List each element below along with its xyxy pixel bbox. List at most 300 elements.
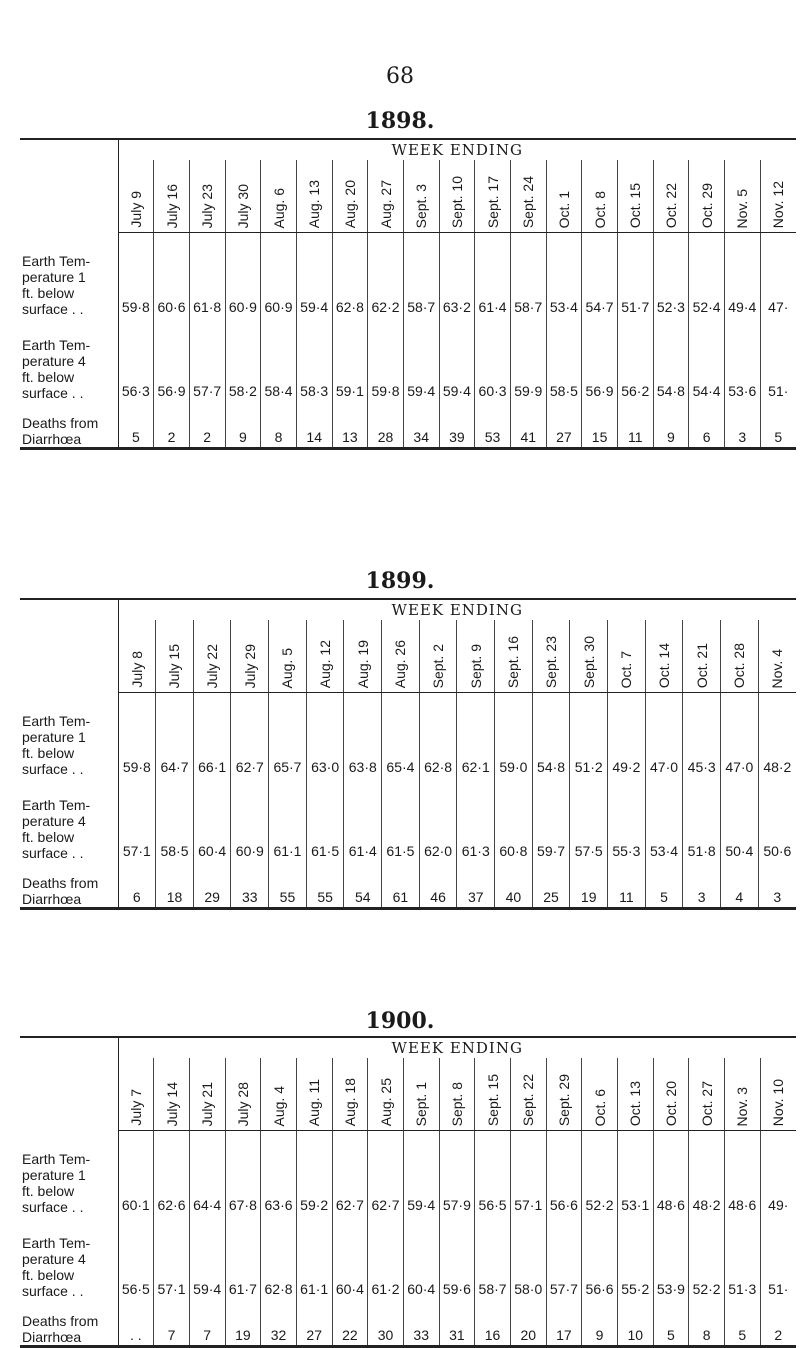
table-cell: 48·2 bbox=[689, 1131, 725, 1215]
week-date-header bbox=[439, 1058, 475, 1131]
table-cell: 19 bbox=[570, 861, 608, 909]
week-date-label: Nov. 4 bbox=[769, 648, 786, 688]
week-date-label: Nov. 3 bbox=[734, 1086, 751, 1126]
table-cell: 53·4 bbox=[645, 777, 683, 861]
table-cell: 3 bbox=[758, 861, 796, 909]
table-cell: 39 bbox=[439, 401, 475, 449]
table-cell: . . bbox=[118, 1299, 154, 1347]
table-cell: 19 bbox=[225, 1299, 261, 1347]
table-cell: 58·5 bbox=[156, 777, 194, 861]
week-date-header bbox=[332, 1058, 368, 1131]
table-cell: 56·3 bbox=[118, 317, 154, 401]
week-date-header bbox=[760, 160, 796, 233]
table-cell: 56·6 bbox=[582, 1215, 618, 1299]
table-cell: 63·2 bbox=[439, 233, 475, 317]
week-date-header bbox=[189, 1058, 225, 1131]
week-date-label: Sept. 30 bbox=[580, 635, 597, 688]
week-date-header bbox=[617, 1058, 653, 1131]
table-cell: 59·4 bbox=[189, 1215, 225, 1299]
week-date-header bbox=[189, 160, 225, 233]
row-label: Earth Tem- perature 4 ft. below surface . . bbox=[20, 1215, 118, 1299]
table-cell: 58·5 bbox=[546, 317, 582, 401]
year-heading-1898: 1898. bbox=[365, 108, 435, 134]
week-date-header bbox=[617, 160, 653, 233]
week-date-header bbox=[382, 620, 420, 693]
table-cell: 61 bbox=[382, 861, 420, 909]
table-cell: 56·9 bbox=[582, 317, 618, 401]
row-label: Earth Tem- perature 1 ft. below surface . . bbox=[20, 1131, 118, 1215]
week-date-label: July 28 bbox=[234, 1081, 251, 1126]
table-cell: 66·1 bbox=[193, 693, 231, 777]
table-cell: 59·4 bbox=[296, 233, 332, 317]
table-cell: 62·8 bbox=[332, 233, 368, 317]
week-date-header bbox=[344, 620, 382, 693]
week-date-label: Sept. 23 bbox=[543, 635, 560, 688]
table-cell: 59·8 bbox=[118, 693, 156, 777]
week-date-header bbox=[368, 160, 404, 233]
header-corner bbox=[20, 599, 118, 693]
table-cell: 63·8 bbox=[344, 693, 382, 777]
table-cell: 61·1 bbox=[296, 1215, 332, 1299]
week-date-header bbox=[608, 620, 646, 693]
table-cell: 52·3 bbox=[653, 233, 689, 317]
table-cell: 57·5 bbox=[570, 777, 608, 861]
table-cell: 60·8 bbox=[495, 777, 533, 861]
week-date-label: Sept. 8 bbox=[448, 1081, 465, 1126]
weekly-statistics-table bbox=[20, 598, 796, 910]
week-date-label: Oct. 6 bbox=[591, 1088, 608, 1126]
week-date-label: Oct. 22 bbox=[662, 182, 679, 228]
week-date-header bbox=[154, 160, 190, 233]
week-date-label: Oct. 29 bbox=[698, 182, 715, 228]
table-block-1900 bbox=[20, 1036, 796, 1348]
table-cell: 60·9 bbox=[261, 233, 297, 317]
week-date-header bbox=[261, 160, 297, 233]
week-date-label: July 16 bbox=[163, 183, 180, 228]
table-cell: 53·1 bbox=[617, 1131, 653, 1215]
week-date-header bbox=[582, 160, 618, 233]
table-cell: 5 bbox=[653, 1299, 689, 1347]
table-cell: 57·1 bbox=[118, 777, 156, 861]
table-cell: 33 bbox=[231, 861, 269, 909]
table-cell: 49·4 bbox=[724, 233, 760, 317]
week-date-label: July 14 bbox=[163, 1081, 180, 1126]
table-cell: 18 bbox=[156, 861, 194, 909]
page-number: 68 bbox=[386, 64, 414, 89]
table-cell: 9 bbox=[582, 1299, 618, 1347]
table-cell: 60·1 bbox=[118, 1131, 154, 1215]
week-date-header bbox=[721, 620, 759, 693]
week-date-label: July 21 bbox=[199, 1081, 216, 1126]
table-cell: 40 bbox=[495, 861, 533, 909]
week-date-header bbox=[475, 1058, 511, 1131]
table-cell: 58·0 bbox=[510, 1215, 546, 1299]
week-date-header bbox=[510, 160, 546, 233]
table-cell: 55·2 bbox=[617, 1215, 653, 1299]
table-cell: 2 bbox=[189, 401, 225, 449]
week-date-label: Sept. 24 bbox=[520, 175, 537, 228]
table-cell: 5 bbox=[645, 861, 683, 909]
week-date-label: Aug. 5 bbox=[279, 647, 296, 688]
table-cell: 62·7 bbox=[231, 693, 269, 777]
table-cell: 10 bbox=[617, 1299, 653, 1347]
table-cell: 62·1 bbox=[457, 693, 495, 777]
week-date-label: Sept. 9 bbox=[467, 643, 484, 688]
table-cell: 64·4 bbox=[189, 1131, 225, 1215]
table-cell: 62·6 bbox=[154, 1131, 190, 1215]
table-cell: 32 bbox=[261, 1299, 297, 1347]
table-cell: 9 bbox=[225, 401, 261, 449]
week-date-header bbox=[118, 620, 156, 693]
table-cell: 62·8 bbox=[261, 1215, 297, 1299]
table-cell: 51·8 bbox=[683, 777, 721, 861]
row-label: Earth Tem- perature 4 ft. below surface . . bbox=[20, 317, 118, 401]
week-date-header bbox=[760, 1058, 796, 1131]
week-date-header bbox=[689, 160, 725, 233]
table-cell: 56·2 bbox=[617, 317, 653, 401]
week-date-label: Oct. 13 bbox=[627, 1080, 644, 1126]
table-cell: 62·8 bbox=[419, 693, 457, 777]
table-cell: 62·7 bbox=[368, 1131, 404, 1215]
table-cell: 59·8 bbox=[118, 233, 154, 317]
table-row bbox=[20, 401, 796, 449]
week-date-label: Oct. 21 bbox=[693, 642, 710, 688]
week-date-header bbox=[495, 620, 533, 693]
row-label: Earth Tem- perature 1 ft. below surface . . bbox=[20, 693, 118, 777]
week-date-label: Nov. 5 bbox=[734, 188, 751, 228]
table-cell: 60·4 bbox=[332, 1215, 368, 1299]
table-cell: 47·0 bbox=[645, 693, 683, 777]
week-date-label: Sept. 16 bbox=[505, 635, 522, 688]
week-date-label: July 22 bbox=[204, 643, 221, 688]
week-date-label: Oct. 15 bbox=[627, 182, 644, 228]
table-cell: 61·8 bbox=[189, 233, 225, 317]
table-cell: 11 bbox=[617, 401, 653, 449]
week-date-header bbox=[118, 1058, 154, 1131]
table-cell: 7 bbox=[189, 1299, 225, 1347]
table-cell: 51·3 bbox=[724, 1215, 760, 1299]
week-date-header bbox=[510, 1058, 546, 1131]
table-cell: 3 bbox=[683, 861, 721, 909]
table-cell: 51· bbox=[760, 1215, 796, 1299]
row-label: Deaths from Diarrhœa bbox=[20, 861, 118, 909]
week-ending-caption: WEEK ENDING bbox=[391, 601, 523, 619]
table-block-1899 bbox=[20, 598, 796, 910]
week-date-header bbox=[689, 1058, 725, 1131]
week-date-header bbox=[296, 1058, 332, 1131]
table-cell: 65·7 bbox=[269, 693, 307, 777]
table-cell: 8 bbox=[689, 1299, 725, 1347]
week-date-header bbox=[532, 620, 570, 693]
week-date-label: July 15 bbox=[166, 643, 183, 688]
table-cell: 57·1 bbox=[154, 1215, 190, 1299]
week-date-header bbox=[118, 160, 154, 233]
week-date-header bbox=[570, 620, 608, 693]
header-corner bbox=[20, 1037, 118, 1131]
week-date-header bbox=[546, 1058, 582, 1131]
week-date-label: Nov. 12 bbox=[770, 180, 787, 228]
table-cell: 31 bbox=[439, 1299, 475, 1347]
table-cell: 63·6 bbox=[261, 1131, 297, 1215]
table-cell: 52·2 bbox=[689, 1215, 725, 1299]
table-cell: 57·1 bbox=[510, 1131, 546, 1215]
weekly-statistics-table bbox=[20, 138, 796, 450]
table-cell: 62·7 bbox=[332, 1131, 368, 1215]
week-date-header bbox=[419, 620, 457, 693]
week-date-label: Aug. 19 bbox=[354, 639, 371, 688]
table-cell: 20 bbox=[510, 1299, 546, 1347]
table-cell: 67·8 bbox=[225, 1131, 261, 1215]
table-cell: 60·4 bbox=[403, 1215, 439, 1299]
week-date-label: Aug. 13 bbox=[306, 179, 323, 228]
table-cell: 45·3 bbox=[683, 693, 721, 777]
table-cell: 30 bbox=[368, 1299, 404, 1347]
table-cell: 56·6 bbox=[546, 1131, 582, 1215]
week-date-label: Sept. 10 bbox=[448, 175, 465, 228]
table-cell: 58·3 bbox=[296, 317, 332, 401]
table-cell: 63·0 bbox=[306, 693, 344, 777]
table-cell: 58·2 bbox=[225, 317, 261, 401]
table-cell: 55·3 bbox=[608, 777, 646, 861]
table-cell: 6 bbox=[689, 401, 725, 449]
table-cell: 16 bbox=[475, 1299, 511, 1347]
table-cell: 54 bbox=[344, 861, 382, 909]
week-date-label: Aug. 18 bbox=[341, 1077, 358, 1126]
table-cell: 59·9 bbox=[510, 317, 546, 401]
table-cell: 49·2 bbox=[608, 693, 646, 777]
week-date-header bbox=[683, 620, 721, 693]
week-date-header bbox=[269, 620, 307, 693]
week-date-header bbox=[306, 620, 344, 693]
table-cell: 27 bbox=[296, 1299, 332, 1347]
week-date-header bbox=[231, 620, 269, 693]
table-cell: 14 bbox=[296, 401, 332, 449]
table-cell: 27 bbox=[546, 401, 582, 449]
table-cell: 57·9 bbox=[439, 1131, 475, 1215]
week-date-header bbox=[457, 620, 495, 693]
week-date-header bbox=[368, 1058, 404, 1131]
week-date-label: July 8 bbox=[128, 651, 145, 688]
week-date-header bbox=[261, 1058, 297, 1131]
week-date-label: July 29 bbox=[241, 643, 258, 688]
table-cell: 61·3 bbox=[457, 777, 495, 861]
year-heading-1899: 1899. bbox=[365, 568, 435, 594]
week-date-header bbox=[403, 1058, 439, 1131]
table-cell: 65·4 bbox=[382, 693, 420, 777]
table-cell: 47· bbox=[760, 233, 796, 317]
week-date-label: July 9 bbox=[127, 191, 144, 228]
table-cell: 37 bbox=[457, 861, 495, 909]
week-date-label: Sept. 1 bbox=[413, 1081, 430, 1126]
table-cell: 29 bbox=[193, 861, 231, 909]
week-date-label: Oct. 8 bbox=[591, 190, 608, 228]
week-date-label: Oct. 20 bbox=[662, 1080, 679, 1126]
table-block-1898 bbox=[20, 138, 796, 450]
table-cell: 60·3 bbox=[475, 317, 511, 401]
table-cell: 7 bbox=[154, 1299, 190, 1347]
week-date-label: Sept. 3 bbox=[413, 183, 430, 228]
week-date-label: Nov. 10 bbox=[770, 1078, 787, 1126]
table-cell: 59·4 bbox=[403, 317, 439, 401]
week-date-header bbox=[403, 160, 439, 233]
week-date-header bbox=[653, 1058, 689, 1131]
table-cell: 59·7 bbox=[532, 777, 570, 861]
table-cell: 13 bbox=[332, 401, 368, 449]
table-row bbox=[20, 1131, 796, 1215]
table-cell: 52·4 bbox=[689, 233, 725, 317]
week-ending-caption: WEEK ENDING bbox=[391, 1039, 523, 1057]
week-date-label: Sept. 29 bbox=[555, 1073, 572, 1126]
table-cell: 17 bbox=[546, 1299, 582, 1347]
table-cell: 58·7 bbox=[510, 233, 546, 317]
table-cell: 51· bbox=[760, 317, 796, 401]
table-row bbox=[20, 777, 796, 861]
table-cell: 59·6 bbox=[439, 1215, 475, 1299]
table-cell: 59·0 bbox=[495, 693, 533, 777]
week-date-header bbox=[758, 620, 796, 693]
table-cell: 53·9 bbox=[653, 1215, 689, 1299]
table-cell: 28 bbox=[368, 401, 404, 449]
week-date-header bbox=[439, 160, 475, 233]
table-cell: 59·1 bbox=[332, 317, 368, 401]
year-heading-1900: 1900. bbox=[365, 1008, 435, 1034]
table-cell: 53·4 bbox=[546, 233, 582, 317]
table-cell: 22 bbox=[332, 1299, 368, 1347]
week-ending-caption: WEEK ENDING bbox=[391, 141, 523, 159]
table-cell: 64·7 bbox=[156, 693, 194, 777]
table-cell: 61·5 bbox=[382, 777, 420, 861]
week-date-header bbox=[546, 160, 582, 233]
table-cell: 59·4 bbox=[439, 317, 475, 401]
table-cell: 61·5 bbox=[306, 777, 344, 861]
week-date-label: Oct. 14 bbox=[656, 642, 673, 688]
table-cell: 58·7 bbox=[475, 1215, 511, 1299]
table-cell: 8 bbox=[261, 401, 297, 449]
table-cell: 46 bbox=[419, 861, 457, 909]
table-cell: 9 bbox=[653, 401, 689, 449]
table-cell: 2 bbox=[154, 401, 190, 449]
week-date-label: Aug. 20 bbox=[341, 179, 358, 228]
table-cell: 56·5 bbox=[475, 1131, 511, 1215]
table-row bbox=[20, 317, 796, 401]
table-cell: 61·7 bbox=[225, 1215, 261, 1299]
table-cell: 58·4 bbox=[261, 317, 297, 401]
table-cell: 60·9 bbox=[225, 233, 261, 317]
week-date-label: Sept. 17 bbox=[484, 175, 501, 228]
table-cell: 60·4 bbox=[193, 777, 231, 861]
table-cell: 2 bbox=[760, 1299, 796, 1347]
table-cell: 34 bbox=[403, 401, 439, 449]
table-cell: 3 bbox=[724, 401, 760, 449]
table-cell: 6 bbox=[118, 861, 156, 909]
week-date-header bbox=[724, 1058, 760, 1131]
table-cell: 51·7 bbox=[617, 233, 653, 317]
week-date-label: Oct. 28 bbox=[731, 642, 748, 688]
week-date-label: Aug. 11 bbox=[306, 1078, 323, 1126]
week-date-header bbox=[296, 160, 332, 233]
row-label: Deaths from Diarrhœa bbox=[20, 1299, 118, 1347]
weekly-statistics-table bbox=[20, 1036, 796, 1348]
week-date-label: Aug. 4 bbox=[270, 1085, 287, 1126]
table-cell: 5 bbox=[760, 401, 796, 449]
table-cell: 56·9 bbox=[154, 317, 190, 401]
week-date-label: Aug. 26 bbox=[392, 639, 409, 688]
week-date-label: July 7 bbox=[127, 1089, 144, 1126]
table-cell: 53·6 bbox=[724, 317, 760, 401]
table-row bbox=[20, 1299, 796, 1347]
header-corner bbox=[20, 139, 118, 233]
table-cell: 50·6 bbox=[758, 777, 796, 861]
table-cell: 5 bbox=[724, 1299, 760, 1347]
week-date-header bbox=[645, 620, 683, 693]
table-cell: 58·7 bbox=[403, 233, 439, 317]
week-date-header bbox=[332, 160, 368, 233]
table-cell: 15 bbox=[582, 401, 618, 449]
week-date-label: Aug. 12 bbox=[317, 639, 334, 688]
week-date-header bbox=[582, 1058, 618, 1131]
table-cell: 62·0 bbox=[419, 777, 457, 861]
table-cell: 53 bbox=[475, 401, 511, 449]
table-cell: 48·6 bbox=[653, 1131, 689, 1215]
table-cell: 25 bbox=[532, 861, 570, 909]
table-cell: 57·7 bbox=[546, 1215, 582, 1299]
table-cell: 5 bbox=[118, 401, 154, 449]
table-cell: 54·8 bbox=[653, 317, 689, 401]
table-cell: 60·9 bbox=[231, 777, 269, 861]
table-cell: 54·7 bbox=[582, 233, 618, 317]
table-row bbox=[20, 693, 796, 777]
table-cell: 60·6 bbox=[154, 233, 190, 317]
table-cell: 62·2 bbox=[368, 233, 404, 317]
week-date-label: Sept. 2 bbox=[430, 643, 447, 688]
week-date-label: July 30 bbox=[234, 183, 251, 228]
table-cell: 57·7 bbox=[189, 317, 225, 401]
table-cell: 47·0 bbox=[721, 693, 759, 777]
table-cell: 59·8 bbox=[368, 317, 404, 401]
table-cell: 55 bbox=[269, 861, 307, 909]
week-date-header bbox=[653, 160, 689, 233]
week-date-header bbox=[154, 1058, 190, 1131]
table-row bbox=[20, 861, 796, 909]
week-date-header bbox=[724, 160, 760, 233]
table-cell: 54·8 bbox=[532, 693, 570, 777]
week-date-label: Sept. 15 bbox=[484, 1073, 501, 1126]
row-label: Earth Tem- perature 1 ft. below surface . . bbox=[20, 233, 118, 317]
table-cell: 61·2 bbox=[368, 1215, 404, 1299]
table-cell: 41 bbox=[510, 401, 546, 449]
table-row bbox=[20, 1215, 796, 1299]
table-row bbox=[20, 233, 796, 317]
table-cell: 51·2 bbox=[570, 693, 608, 777]
table-cell: 59·2 bbox=[296, 1131, 332, 1215]
week-date-header bbox=[156, 620, 194, 693]
week-date-label: Sept. 22 bbox=[520, 1073, 537, 1126]
table-cell: 52·2 bbox=[582, 1131, 618, 1215]
week-date-label: Oct. 1 bbox=[555, 190, 572, 228]
table-cell: 56·5 bbox=[118, 1215, 154, 1299]
week-date-header bbox=[225, 1058, 261, 1131]
week-date-label: Aug. 27 bbox=[377, 179, 394, 228]
table-cell: 50·4 bbox=[721, 777, 759, 861]
week-date-label: July 23 bbox=[199, 183, 216, 228]
week-date-header bbox=[193, 620, 231, 693]
table-cell: 33 bbox=[403, 1299, 439, 1347]
row-label: Deaths from Diarrhœa bbox=[20, 401, 118, 449]
table-cell: 61·1 bbox=[269, 777, 307, 861]
table-cell: 49· bbox=[760, 1131, 796, 1215]
week-date-label: Oct. 27 bbox=[698, 1080, 715, 1126]
week-date-header bbox=[475, 160, 511, 233]
